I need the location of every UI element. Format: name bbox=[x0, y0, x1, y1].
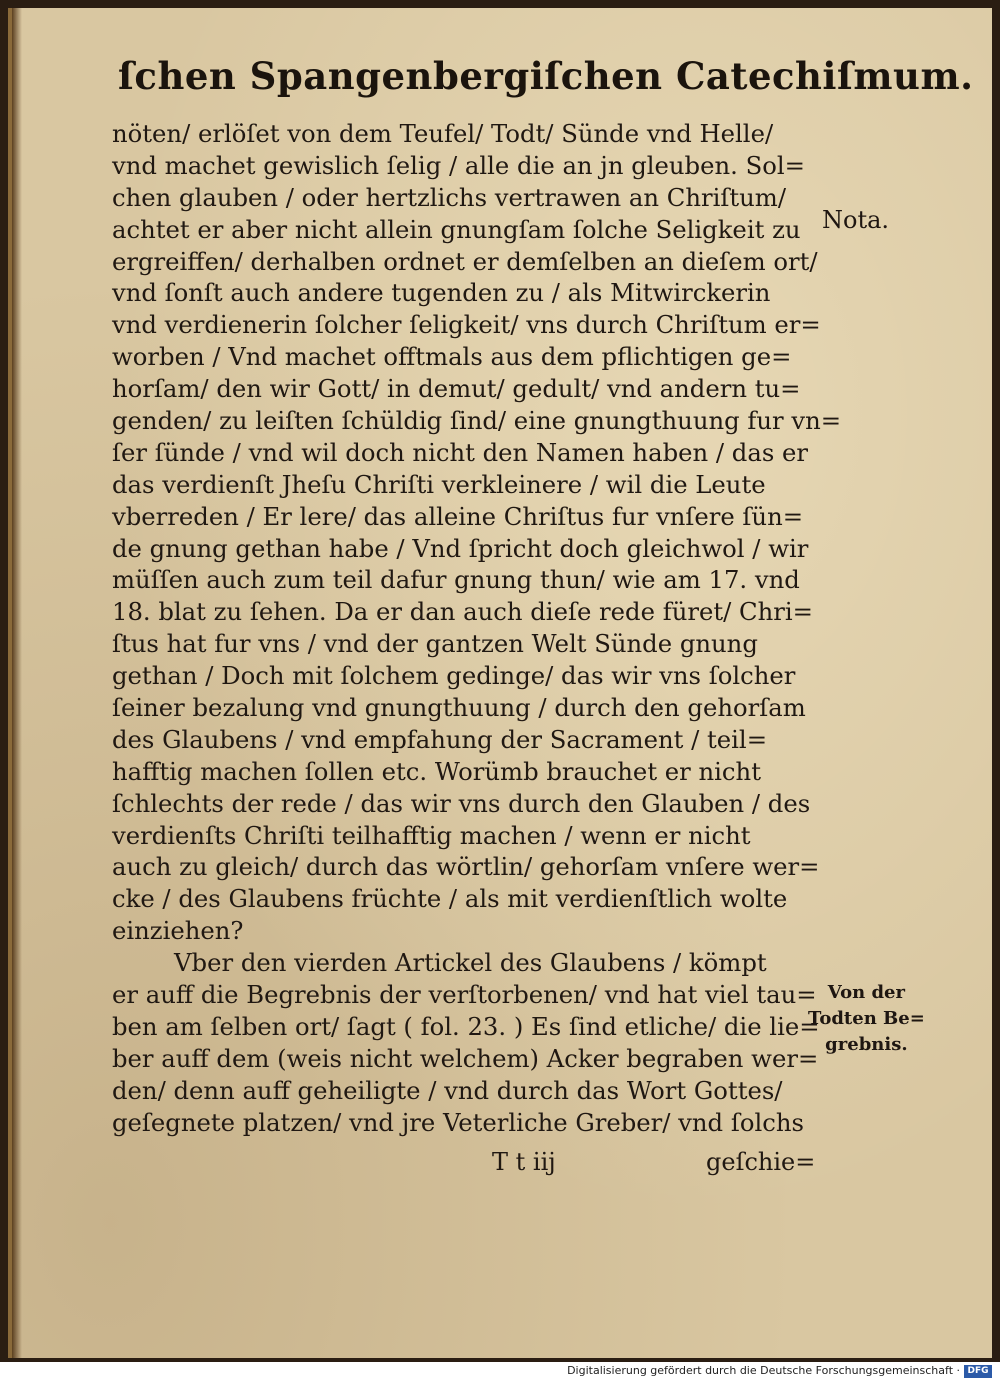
text-line: einziehen? bbox=[112, 916, 244, 946]
text-line: nöten/ erlöſet von dem Teufel/ Todt/ Sünde vnd Helle/ bbox=[112, 119, 774, 148]
text-line: chen glauben / oder hertzlichs vertrawen an Chriſtum/ bbox=[112, 182, 787, 212]
text-line: cke / des Glaubens früchte / als mit verdienſtlich wolte bbox=[112, 884, 788, 914]
text-line: er auff die Begrebnis der verſtorbenen/ vnd hat viel tau= bbox=[112, 980, 817, 1010]
text-line: ſeiner bezalung vnd gnungthuung / durch den gehorſam bbox=[112, 693, 806, 723]
text-line: ſer ſünde / vnd wil doch nicht den Namen haben / das er bbox=[112, 437, 809, 467]
margin-note-line: grebnis. bbox=[825, 1034, 908, 1055]
text-line: vberreden / Er lere/ das alleine Chriſtus fur vnſere ſün= bbox=[112, 501, 804, 531]
text-line: das verdienſt Jheſu Chriſti verkleinere / wil die Leute bbox=[112, 469, 766, 499]
text-line: vnd ſonſt auch andere tugenden zu / als Mitwirckerin bbox=[112, 278, 771, 308]
text-line: den/ denn auff geheiligte / vnd durch das Wort Gottes/ bbox=[112, 1075, 783, 1105]
text-line: des Glaubens / vnd empfahung der Sacrament / teil= bbox=[112, 724, 768, 754]
text-line: ben am ſelben ort/ ſagt ( fol. 23. ) Es ſind etliche/ die lie= bbox=[112, 1011, 820, 1041]
text-line: ber auff dem (weis nicht welchem) Acker begraben wer= bbox=[112, 1043, 819, 1073]
text-line: horſam/ den wir Gott/ in demut/ gedult/ vnd andern tu= bbox=[112, 374, 801, 404]
catchword: geſchie= bbox=[706, 1148, 816, 1176]
body-text bbox=[112, 118, 842, 1139]
text-line: hafftig machen ſollen etc. Worümb brauchet er nicht bbox=[112, 756, 761, 786]
text-line: auch zu gleich/ durch das wörtlin/ gehorſam vnſere wer= bbox=[112, 852, 820, 882]
margin-note-begrebnis bbox=[808, 980, 925, 1058]
paragraph-start-line: Vber den vierden Artickel des Glaubens / kömpt bbox=[174, 948, 767, 978]
signature-mark: T t iij bbox=[492, 1148, 556, 1176]
running-head: ſchen Spangenbergiſchen Catechiſmum. bbox=[118, 54, 974, 98]
margin-note-line: Todten Be= bbox=[808, 1008, 925, 1029]
text-line: genden/ zu leiſten ſchüldig ſind/ eine gnungthuung fur vn= bbox=[112, 406, 842, 436]
text-line: worben / Vnd machet offtmals aus dem pflichtigen ge= bbox=[112, 342, 792, 372]
text-line: ſtus hat fur vns / vnd der gantzen Welt Sünde gnung bbox=[112, 629, 758, 659]
text-line: 18. blat zu ſehen. Da er dan auch dieſe rede füret/ Chri= bbox=[112, 597, 813, 627]
text-line: vnd machet gewislich ſelig / alle die an jn gleuben. Sol= bbox=[112, 150, 805, 180]
text-line: verdienſts Chriſti teilhafftig machen / wenn er nicht bbox=[112, 820, 751, 850]
text-line: ergreiffen/ derhalben ordnet er demſelben an dieſem ort/ bbox=[112, 246, 818, 276]
text-line: achtet er aber nicht allein gnungſam ſolche Seligkeit zu bbox=[112, 214, 801, 244]
dfg-logo: DFG bbox=[964, 1365, 992, 1378]
text-line: ſchlechts der rede / das wir vns durch den Glauben / des bbox=[112, 788, 811, 818]
page-gutter-shadow bbox=[12, 8, 22, 1358]
text-line: vnd verdienerin ſolcher ſeligkeit/ vns durch Chriſtum er= bbox=[112, 310, 821, 340]
footer-bar bbox=[0, 1362, 1000, 1382]
text-line: geſegnete platzen/ vnd jre Veterliche Greber/ vnd ſolchs bbox=[112, 1107, 804, 1137]
funding-credit: Digitalisierung gefördert durch die Deutsche Forschungsgemeinschaft · bbox=[567, 1364, 960, 1377]
margin-note-line: Von der bbox=[827, 982, 905, 1003]
text-line: gethan / Doch mit ſolchem gedinge/ das wir vns ſolcher bbox=[112, 661, 796, 691]
text-line: de gnung gethan habe / Vnd ſpricht doch gleichwol / wir bbox=[112, 533, 809, 563]
margin-note-nota: Nota. bbox=[822, 206, 890, 234]
text-line: müſſen auch zum teil dafur gnung thun/ wie am 17. vnd bbox=[112, 565, 800, 595]
